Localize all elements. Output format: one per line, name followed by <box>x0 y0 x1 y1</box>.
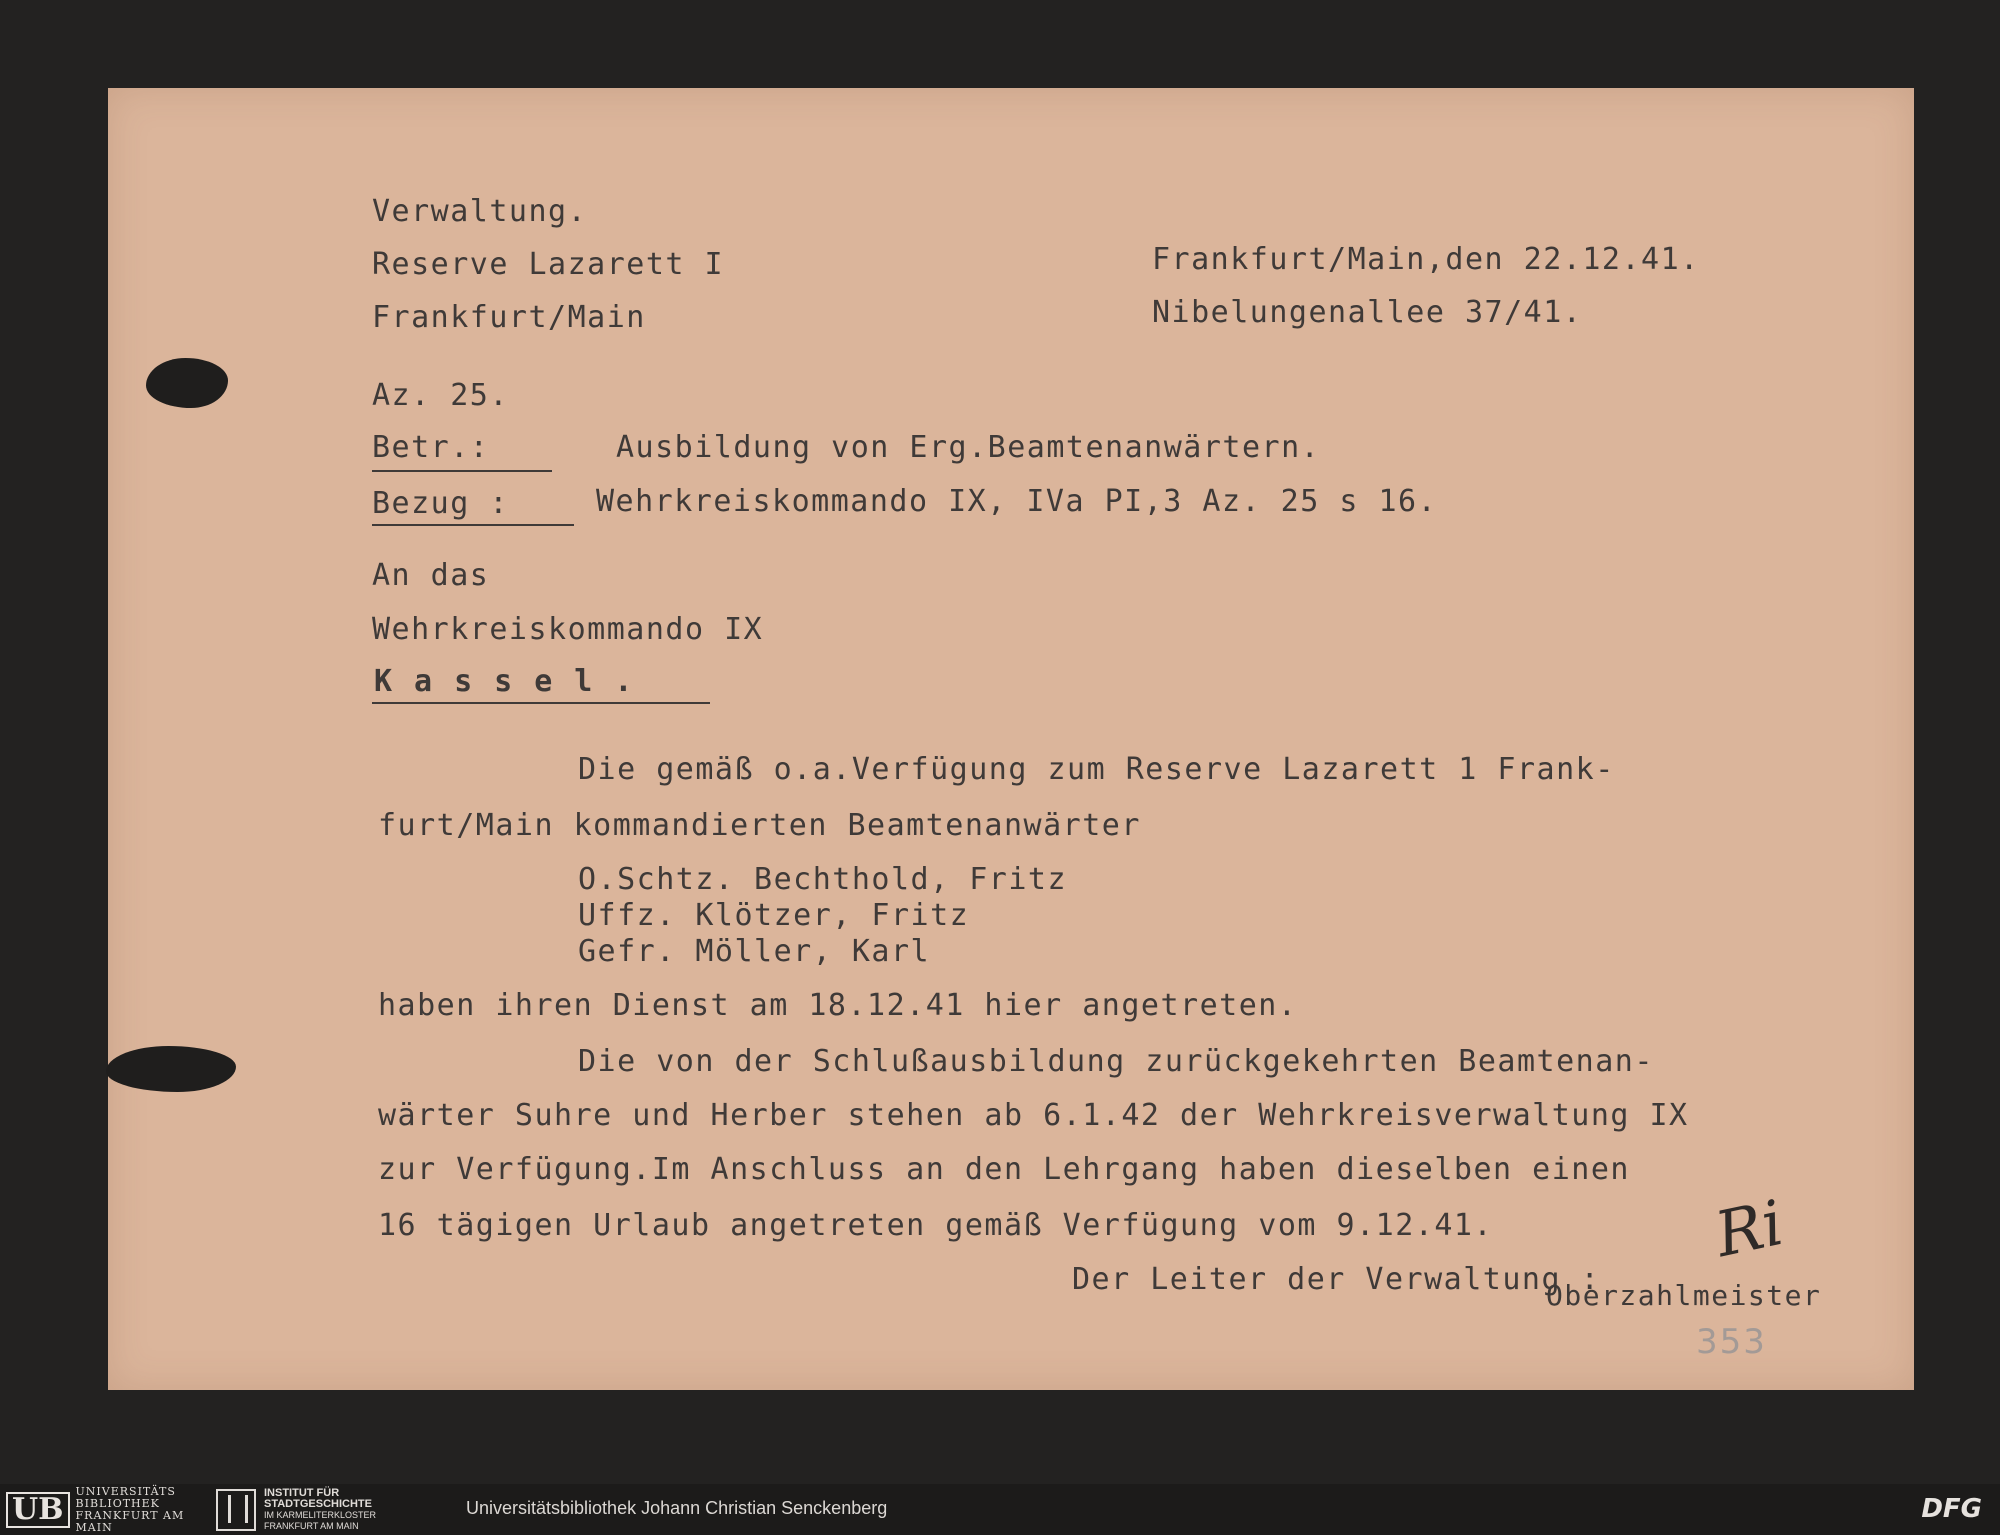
punch-hole-top <box>146 358 228 408</box>
dfg-logo: DFG <box>1921 1494 1982 1524</box>
ub-logo-mark: UB <box>6 1492 70 1528</box>
betr-label: Betr.: <box>372 430 490 465</box>
recipient-line-1: An das <box>372 558 490 593</box>
person-2: Uffz. Klötzer, Fritz <box>578 898 970 933</box>
isg-logo-text <box>264 1488 376 1532</box>
body-line-9: zur Verfügung.Im Anschluss an den Lehrgang haben dieselben einen <box>378 1152 1630 1187</box>
body-line-1: Die gemäß o.a.Verfügung zum Reserve Lazarett 1 Frank- <box>578 752 1615 787</box>
footer-bar <box>0 1484 2000 1535</box>
sender-line-2: Reserve Lazarett I <box>372 247 725 282</box>
isg-text-line-4: FRANKFURT AM MAIN <box>264 1521 359 1531</box>
body-line-10: 16 tägigen Urlaub angetreten gemäß Verfügung vom 9.12.41. <box>378 1208 1494 1243</box>
person-3: Gefr. Möller, Karl <box>578 934 931 969</box>
closing-line: Der Leiter der Verwaltung : <box>1072 1262 1601 1297</box>
footer-library-title: Universitätsbibliothek Johann Christian Senckenberg <box>466 1498 888 1518</box>
az-number: Az. 25. <box>372 378 509 413</box>
date-line: Frankfurt/Main,den 22.12.41. <box>1152 242 1700 277</box>
pencil-page-number: 353 <box>1696 1322 1767 1362</box>
address-line: Nibelungenallee 37/41. <box>1152 295 1583 330</box>
isg-text-line-2: STADTGESCHICHTE <box>264 1498 372 1510</box>
body-line-8: wärter Suhre und Herber stehen ab 6.1.42 der Wehrkreisverwaltung IX <box>378 1098 1689 1133</box>
handwritten-signature: Ri <box>1709 1185 1790 1272</box>
betr-text: Ausbildung von Erg.Beamtenanwärtern. <box>616 430 1321 465</box>
isg-logo <box>216 1487 377 1531</box>
bezug-label: Bezug : <box>372 486 509 521</box>
isg-text-line-1: INSTITUT FÜR <box>264 1487 340 1499</box>
sender-line-3: Frankfurt/Main <box>372 300 646 335</box>
ub-text-line-1: UNIVERSITÄTS <box>75 1485 176 1498</box>
ub-logo-text <box>76 1486 202 1534</box>
rank-line: Oberzahlmeister <box>1546 1279 1822 1312</box>
punch-hole-bottom <box>106 1046 236 1092</box>
recipient-line-2: Wehrkreiskommando IX <box>372 612 764 647</box>
ub-text-line-3: FRANKFURT AM MAIN <box>75 1509 185 1534</box>
bezug-text: Wehrkreiskommando IX, IVa PI,3 Az. 25 s 16. <box>596 484 1438 519</box>
ub-logo <box>6 1485 202 1534</box>
body-line-6: haben ihren Dienst am 18.12.41 hier angetreten. <box>378 988 1298 1023</box>
body-line-2: furt/Main kommandierten Beamtenanwärter <box>378 808 1141 843</box>
bezug-underline <box>372 524 574 526</box>
recipient-city: Kassel. <box>374 664 655 699</box>
isg-text-line-3: IM KARMELITERKLOSTER <box>264 1510 377 1520</box>
betr-underline <box>372 470 552 472</box>
ub-text-line-2: BIBLIOTHEK <box>75 1497 160 1510</box>
person-1: O.Schtz. Bechthold, Fritz <box>578 862 1068 897</box>
sender-line-1: Verwaltung. <box>372 194 588 229</box>
letter-paper <box>108 88 1914 1390</box>
isg-logo-icon <box>216 1489 256 1531</box>
recipient-city-underline <box>372 702 710 704</box>
body-line-7: Die von der Schlußausbildung zurückgekehrten Beamtenan- <box>578 1044 1654 1079</box>
